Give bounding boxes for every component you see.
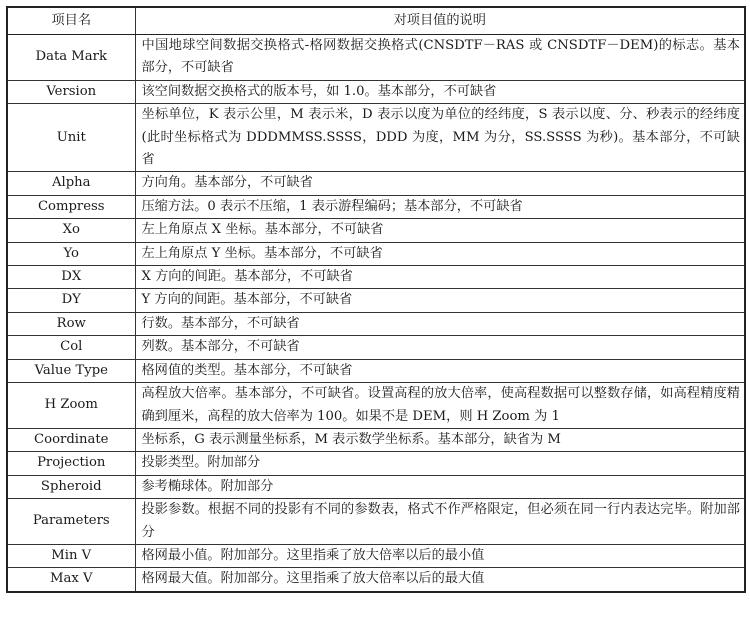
row-name: Xo [7, 219, 135, 242]
table-row [7, 80, 745, 103]
row-description: 投影参数。根据不同的投影有不同的参数表，格式不作严格限定，但必须在同一行内表达完毕。附加部分 [135, 499, 745, 545]
table-row [7, 289, 745, 312]
table-row [7, 242, 745, 265]
table-row [7, 452, 745, 475]
row-description: 格网值的类型。基本部分，不可缺省 [135, 359, 745, 382]
header-item-description: 对项目值的说明 [135, 7, 745, 35]
row-description: 该空间数据交换格式的版本号，如 1.0。基本部分，不可缺省 [135, 80, 745, 103]
row-description: 坐标单位，K 表示公里，M 表示米，D 表示以度为单位的经纬度，S 表示以度、分、秒表示的经纬度(此时坐标格式为 DDDMMSS.SSSS，DDD 为度，MM 为分，SS.SSSS 为秒)。基本部分，不可缺省 [135, 104, 745, 172]
row-description: 左上角原点 X 坐标。基本部分，不可缺省 [135, 219, 745, 242]
table-row [7, 336, 745, 359]
row-description: 中国地球空间数据交换格式-格网数据交换格式(CNSDTF－RAS 或 CNSDTF－DEM)的标志。基本部分，不可缺省 [135, 35, 745, 81]
row-description: 参考椭球体。附加部分 [135, 475, 745, 498]
row-name: Data Mark [7, 35, 135, 81]
row-name: DY [7, 289, 135, 312]
table-row [7, 568, 745, 592]
table-row [7, 195, 745, 218]
table-row [7, 312, 745, 335]
table-row [7, 475, 745, 498]
table-row [7, 219, 745, 242]
table-row [7, 383, 745, 429]
table-row [7, 428, 745, 451]
row-name: Row [7, 312, 135, 335]
row-name: Projection [7, 452, 135, 475]
row-description: 左上角原点 Y 坐标。基本部分，不可缺省 [135, 242, 745, 265]
row-description: X 方向的间距。基本部分，不可缺省 [135, 266, 745, 289]
row-description: 方向角。基本部分，不可缺省 [135, 172, 745, 195]
row-name: Alpha [7, 172, 135, 195]
table-row [7, 35, 745, 81]
row-description: Y 方向的间距。基本部分，不可缺省 [135, 289, 745, 312]
row-name: Compress [7, 195, 135, 218]
table-row [7, 266, 745, 289]
table-header-row [7, 7, 745, 35]
row-name: Col [7, 336, 135, 359]
table-row [7, 359, 745, 382]
row-name: Spheroid [7, 475, 135, 498]
table-row [7, 499, 745, 545]
row-description: 压缩方法。0 表示不压缩，1 表示游程编码；基本部分，不可缺省 [135, 195, 745, 218]
row-name: Version [7, 80, 135, 103]
row-name: Unit [7, 104, 135, 172]
format-spec-table-container [6, 6, 744, 593]
row-description: 高程放大倍率。基本部分，不可缺省。设置高程的放大倍率，使高程数据可以整数存储，如高程精度精确到厘米，高程的放大倍率为 100。如果不是 DEM，则 H Zoom 为 1 [135, 383, 745, 429]
row-name: Coordinate [7, 428, 135, 451]
row-description: 投影类型。附加部分 [135, 452, 745, 475]
row-name: Parameters [7, 499, 135, 545]
table-row [7, 544, 745, 567]
row-name: Min V [7, 544, 135, 567]
row-description: 坐标系，G 表示测量坐标系，M 表示数学坐标系。基本部分，缺省为 M [135, 428, 745, 451]
format-spec-table [6, 6, 746, 593]
row-name: H Zoom [7, 383, 135, 429]
row-name: Max V [7, 568, 135, 592]
row-name: Value Type [7, 359, 135, 382]
table-row [7, 104, 745, 172]
row-name: Yo [7, 242, 135, 265]
header-item-name: 项目名 [7, 7, 135, 35]
row-name: DX [7, 266, 135, 289]
row-description: 格网最大值。附加部分。这里指乘了放大倍率以后的最大值 [135, 568, 745, 592]
table-row [7, 172, 745, 195]
row-description: 格网最小值。附加部分。这里指乘了放大倍率以后的最小值 [135, 544, 745, 567]
row-description: 列数。基本部分，不可缺省 [135, 336, 745, 359]
row-description: 行数。基本部分，不可缺省 [135, 312, 745, 335]
